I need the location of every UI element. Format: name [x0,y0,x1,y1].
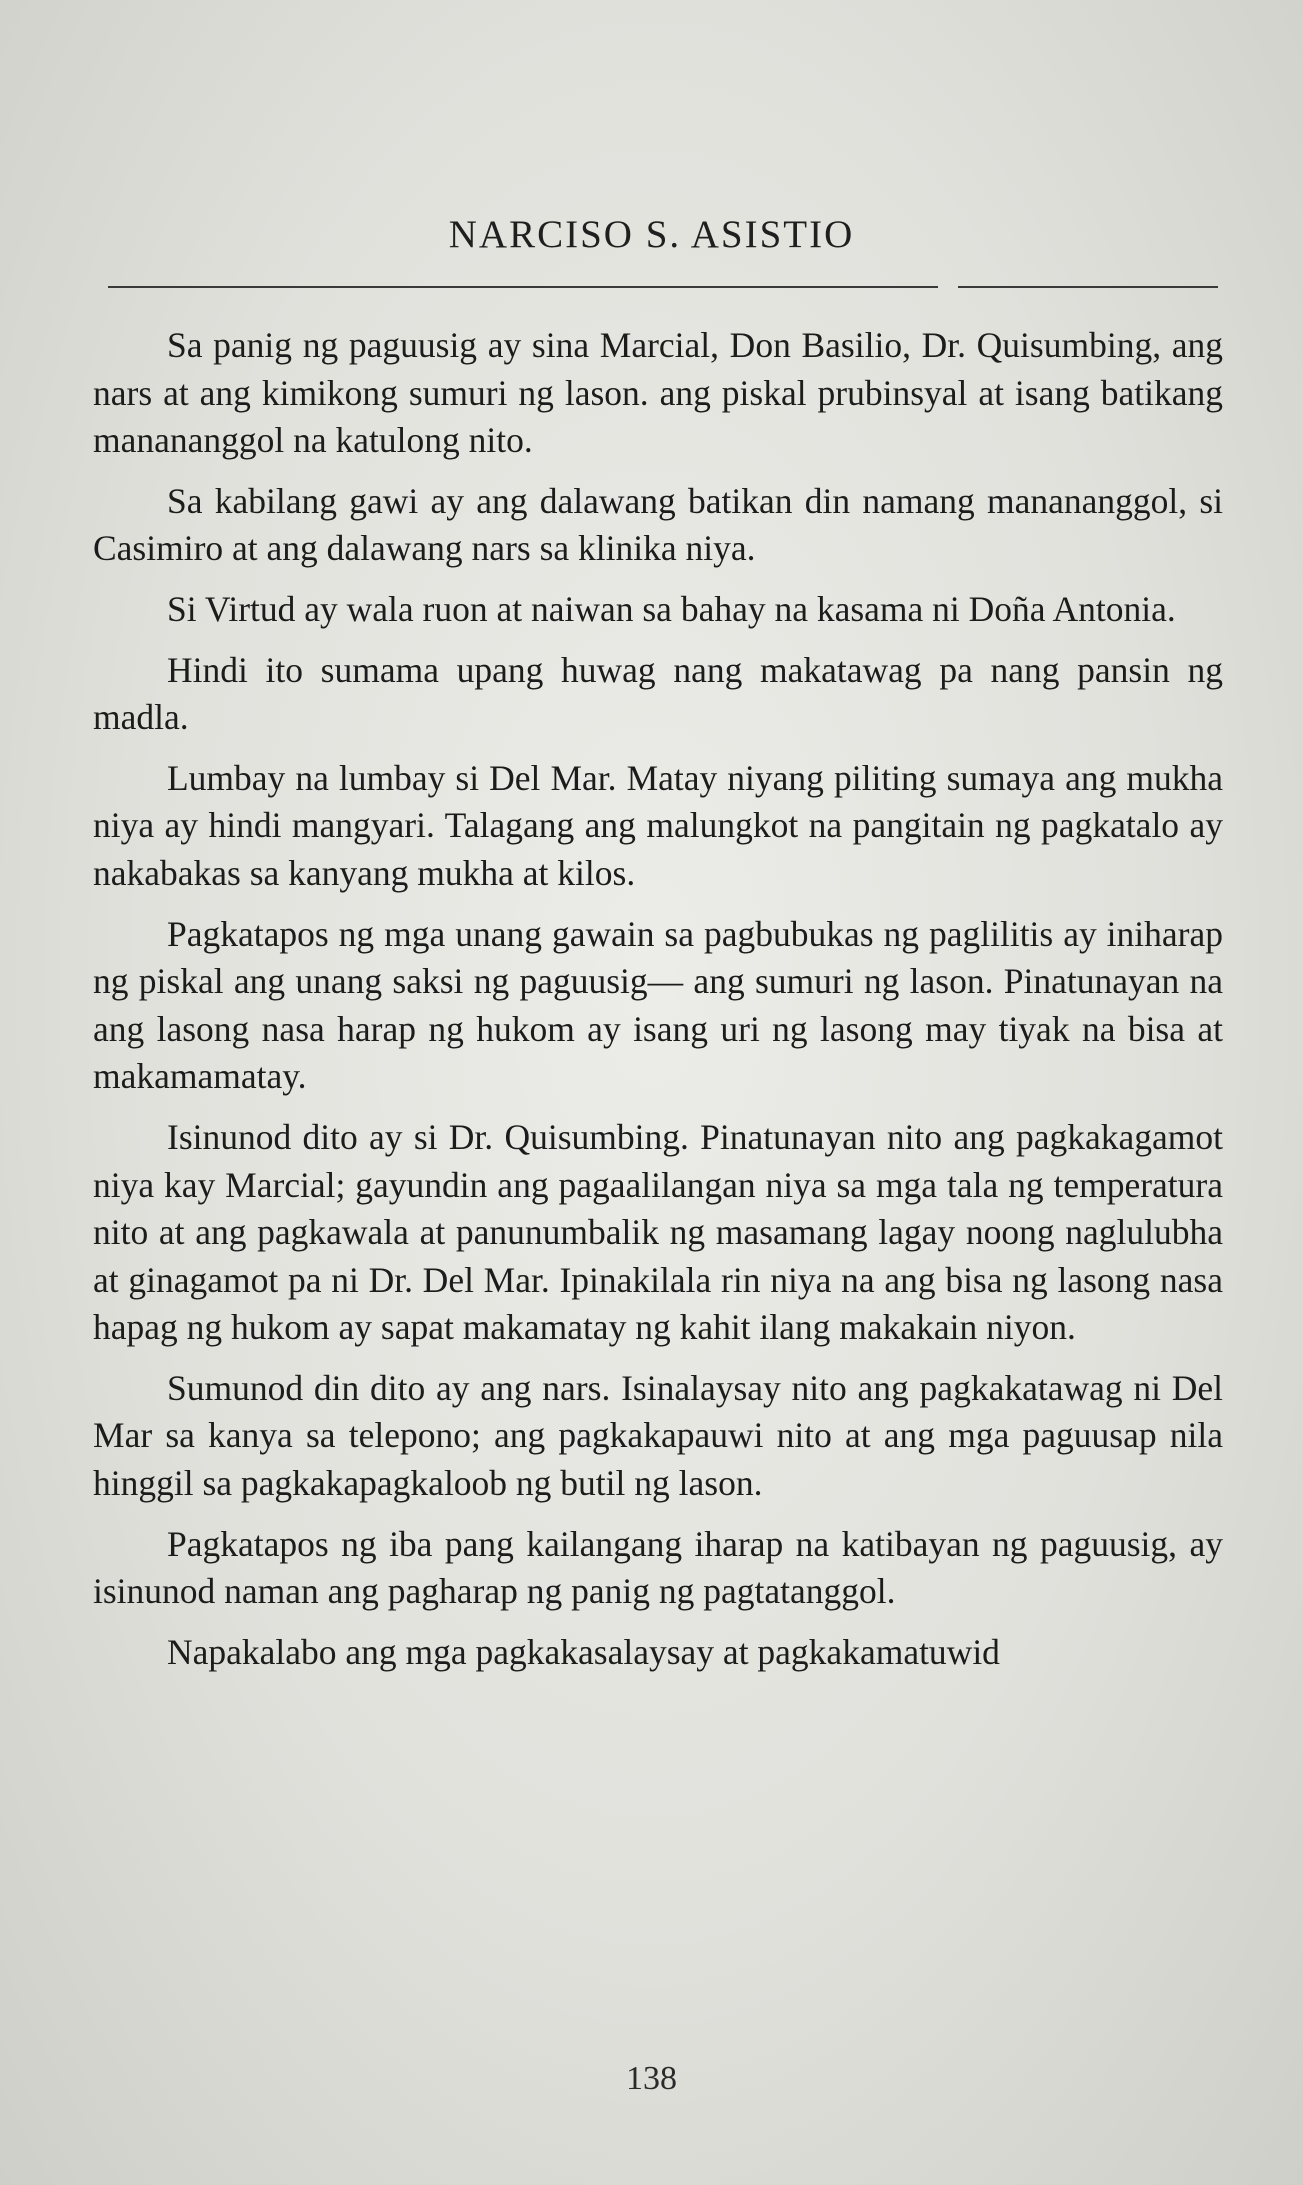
header-rule-right [958,286,1218,288]
paragraph: Sumunod din dito ay ang nars. Isinalaysay nito ang pagkakatawag ni Del Mar sa kanya sa telepono; ang pagkakapauwi nito at ang mga paguusap nila hinggil sa pagkakapagkaloob ng butil ng lason. [93,1367,1223,1504]
paragraph: Napakalabo ang mga pagkakasalaysay at pagkakamatuwid [167,1631,1000,1672]
paragraph: Sa kabilang gawi ay ang dalawang batikan din namang manananggol, si Casimiro at ang dalawang nars sa klinika niya. [93,480,1223,569]
running-head: NARCISO S. ASISTIO [448,213,855,256]
paragraph: Si Virtud ay wala ruon at naiwan sa bahay na kasama ni Doña Antonia. [167,588,1176,629]
page-number: 138 [626,2060,677,2097]
paragraph: Hindi ito sumama upang huwag nang makatawag pa nang pansin ng madla. [93,649,1223,738]
paragraph: Sa panig ng paguusig ay sina Marcial, Don Basilio, Dr. Quisumbing, ang nars at ang kimikong sumuri ng lason. ang piskal prubinsyal at isang batikang manananggol na katulong nito. [93,325,1223,461]
paragraph: Isinunod dito ay si Dr. Quisumbing. Pinatunayan nito ang pagkakagamot niya kay Marcial; gayundin ang pagaalilangan niya sa mga tala ng temperatura nito at ang pagkawala at panunumbalik ng masamang lagay noong naglulubha at ginagamot pa ni Dr. Del Mar. Ipinakilala rin niya na ang bisa ng lasong nasa hapag ng hukom ay sapat makamatay ng kahit ilang makakain niyon. [93,1116,1223,1348]
paragraph: Pagkatapos ng iba pang kailangang iharap na katibayan ng paguusig, ay isinunod naman ang pagharap ng panig ng pagtatanggol. [93,1523,1223,1612]
header-rule-left [108,286,938,288]
paragraph: Lumbay na lumbay si Del Mar. Matay niyang piliting sumaya ang mukha niya ay hindi mangyari. Talagang ang malungkot na pangitain ng pagkatalo ay nakabakas sa kanyang mukha at kilos. [93,757,1223,893]
page-body [93,322,1223,1689]
paragraph: Pagkatapos ng mga unang gawain sa pagbubukas ng paglilitis ay iniharap ng piskal ang unang saksi ng paguusig— ang sumuri ng lason. Pinatunayan na ang lasong nasa harap ng hukom ay isang uri ng lasong may tiyak na bisa at makamamatay. [93,913,1223,1097]
